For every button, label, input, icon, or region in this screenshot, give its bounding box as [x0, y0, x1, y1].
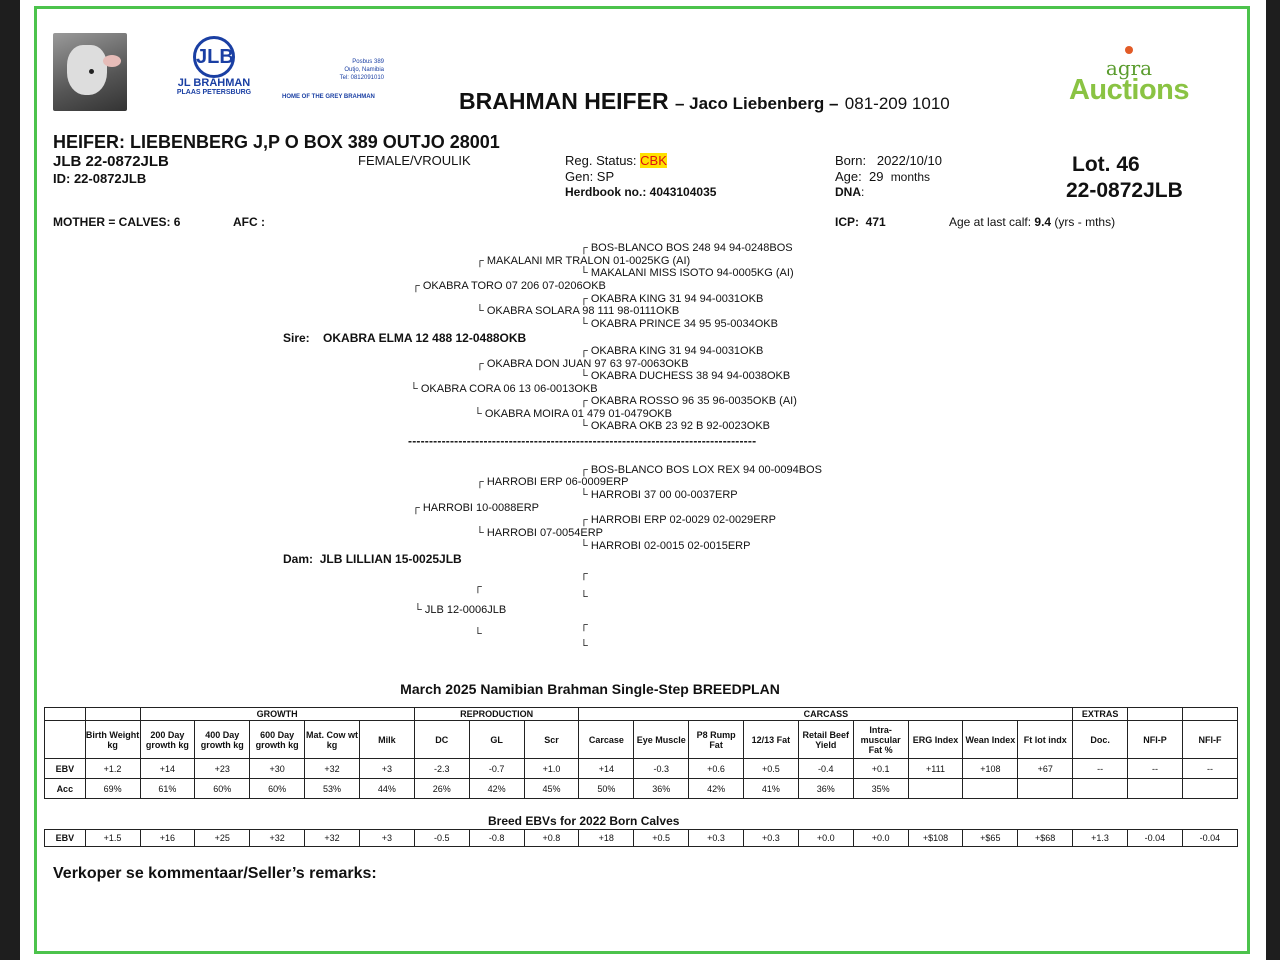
- breed-ebv-value: +0.0: [853, 830, 908, 847]
- icp-label: ICP:: [835, 215, 859, 229]
- column-header: Ft lot indx: [1018, 721, 1073, 759]
- agra-logo-word: agra: [1105, 56, 1153, 80]
- column-header: ERG Index: [908, 721, 963, 759]
- group-reproduction: REPRODUCTION: [414, 708, 579, 721]
- pedigree-entry: └: [474, 628, 482, 640]
- accuracy-value: 61%: [140, 779, 195, 799]
- lot-code: 22-0872JLB: [1066, 179, 1183, 202]
- born-value: 2022/10/10: [876, 153, 942, 168]
- dna: [835, 185, 864, 199]
- accuracy-value: [1182, 779, 1237, 799]
- ebv-value: -0.4: [798, 759, 853, 779]
- ebv-value: +23: [195, 759, 250, 779]
- pedigree-entry: └: [580, 640, 588, 652]
- ebv-value: +0.6: [689, 759, 744, 779]
- breed-ebv-table: [44, 829, 1238, 847]
- ebv-value: +32: [305, 759, 360, 779]
- pedigree-entry: └ OKABRA MOIRA 01 479 01-0479OKB: [474, 408, 672, 420]
- breed-ebv-value: -0.04: [1127, 830, 1182, 847]
- pedigree-entry: ┌ OKABRA ROSSO 96 35 96-0035OKB (AI): [580, 395, 797, 407]
- column-header: Scr: [524, 721, 579, 759]
- breed-ebv-value: +25: [195, 830, 250, 847]
- address-line: Tel: 0812091010: [339, 75, 384, 81]
- accuracy-value: 36%: [634, 779, 689, 799]
- pedigree-entry: └ OKABRA DUCHESS 38 94 94-0038OKB: [580, 370, 791, 382]
- breed-ebv-value: +0.0: [798, 830, 853, 847]
- column-header: Eye Muscle: [634, 721, 689, 759]
- pedigree-entry: ┌ BOS-BLANCO BOS 248 94 94-0248BOS: [580, 242, 793, 254]
- mother-calves: MOTHER = CALVES: 6: [53, 215, 181, 229]
- breed-ebv-value: +32: [305, 830, 360, 847]
- column-header: 600 Day growth kg: [250, 721, 305, 759]
- animal-sex: FEMALE/VROULIK: [358, 153, 471, 168]
- accuracy-value: 41%: [744, 779, 799, 799]
- accuracy-value: 42%: [689, 779, 744, 799]
- column-header: Milk: [359, 721, 414, 759]
- pedigree-entry: └ HARROBI 37 00 00-0037ERP: [580, 489, 738, 501]
- age-last-calf-label: Age at last calf:: [949, 215, 1032, 229]
- ebv-value: --: [1073, 759, 1128, 779]
- breed-ebv-value: +0.3: [743, 830, 798, 847]
- ebv-value: +111: [908, 759, 963, 779]
- group-cell-blank: [1128, 708, 1183, 721]
- accuracy-value: 35%: [853, 779, 908, 799]
- viewer-left-margin: [0, 0, 20, 960]
- accuracy-value: 60%: [250, 779, 305, 799]
- column-header: Retail Beef Yield: [798, 721, 853, 759]
- column-header: 12/13 Fat: [744, 721, 799, 759]
- ebv-value: +0.1: [853, 759, 908, 779]
- accuracy-value: [1073, 779, 1128, 799]
- ebv-value: -0.3: [634, 759, 689, 779]
- tagline: HOME OF THE GREY BRAHMAN: [282, 94, 375, 100]
- age: [835, 169, 930, 184]
- ebv-value: --: [1182, 759, 1237, 779]
- viewer-right-margin: [1266, 0, 1280, 960]
- pedigree-entry: ┌ OKABRA TORO 07 206 07-0206OKB: [412, 280, 606, 292]
- jlb-logo-mark: JLB: [193, 36, 235, 78]
- breed-ebv-value: +$65: [963, 830, 1018, 847]
- breed-ebv-value: +0.3: [689, 830, 744, 847]
- accuracy-value: 42%: [469, 779, 524, 799]
- column-header: NFI-P: [1128, 721, 1183, 759]
- column-header: Birth Weight kg: [85, 721, 140, 759]
- sire-label: Sire:: [283, 331, 310, 345]
- group-cell-blank: [1182, 708, 1237, 721]
- herdbook-value: 4043104035: [649, 185, 717, 199]
- pedigree-separator: -----------------------------------------------------------------------------------: [408, 434, 757, 448]
- accuracy-value: 45%: [524, 779, 579, 799]
- afc: AFC :: [233, 215, 265, 229]
- accuracy-value: 50%: [579, 779, 634, 799]
- age-value: 29: [868, 169, 884, 184]
- ebv-value: -0.7: [469, 759, 524, 779]
- breed-ebv-value: +1.5: [85, 830, 140, 847]
- pedigree-entry: ┌ OKABRA DON JUAN 97 63 97-0063OKB: [476, 358, 689, 370]
- brahman-cow-photo: [53, 33, 127, 111]
- ebv-value: +108: [963, 759, 1018, 779]
- breed-ebv-value: +32: [250, 830, 305, 847]
- seller-address: [336, 58, 384, 82]
- pedigree-entry: └ OKABRA OKB 23 92 B 92-0023OKB: [580, 420, 771, 432]
- group-carcass: CARCASS: [579, 708, 1073, 721]
- pedigree-entry: └ HARROBI 07-0054ERP: [476, 527, 604, 539]
- age-last-calf-value: 9.4: [1034, 215, 1052, 229]
- animal-code: JLB 22-0872JLB: [53, 153, 169, 170]
- accuracy-value: 69%: [85, 779, 140, 799]
- pedigree-entry: ┌ BOS-BLANCO BOS LOX REX 94 00-0094BOS: [580, 464, 822, 476]
- accuracy-value: 26%: [414, 779, 469, 799]
- address-line: Posbus 389: [352, 59, 384, 65]
- group-cell-blank: [45, 708, 86, 721]
- pedigree-entry: └ OKABRA PRINCE 34 95 95-0034OKB: [580, 318, 778, 330]
- group-cell-blank: [85, 708, 140, 721]
- herdbook: [565, 185, 716, 199]
- column-header: NFI-F: [1182, 721, 1237, 759]
- column-header: GL: [469, 721, 524, 759]
- dna-value: :: [861, 185, 865, 199]
- column-header-blank: [45, 721, 86, 759]
- pedigree-entry: └ OKABRA SOLARA 98 111 98-0111OKB: [476, 305, 680, 317]
- breedplan-table: [44, 707, 1238, 799]
- icp-value: 471: [865, 215, 886, 229]
- page-title: [459, 88, 950, 115]
- pedigree-entry: ┌ OKABRA KING 31 94 94-0031OKB: [580, 293, 764, 305]
- pedigree-entry: └ MAKALANI MISS ISOTO 94-0005KG (AI): [580, 267, 794, 279]
- agra-auctions-logo: [1048, 46, 1210, 104]
- icp: [835, 215, 886, 229]
- group-extras: EXTRAS: [1073, 708, 1128, 721]
- column-header-row: [45, 721, 1238, 759]
- row-label: Acc: [45, 779, 86, 799]
- pedigree-entry: ┌ OKABRA KING 31 94 94-0031OKB: [580, 345, 764, 357]
- pedigree-entry: └ JLB 12-0006JLB: [414, 604, 507, 616]
- agra-person-icon: [1121, 46, 1137, 60]
- lot-number: Lot. 46: [1072, 153, 1140, 176]
- document-page: [20, 0, 1266, 960]
- jlb-logo-name: JL BRAHMAN: [177, 77, 251, 89]
- ebv-value: +67: [1018, 759, 1073, 779]
- breed-ebv-value: +16: [140, 830, 195, 847]
- ebv-value: +1.2: [85, 759, 140, 779]
- pedigree-entry: └ HARROBI 02-0015 02-0015ERP: [580, 540, 751, 552]
- pedigree-entry: ┌: [580, 619, 588, 631]
- pedigree-entry: ┌ HARROBI ERP 06-0009ERP: [476, 476, 629, 488]
- born-label: Born:: [835, 153, 867, 168]
- column-header: Mat. Cow wt kg: [305, 721, 360, 759]
- breed-ebv-row: [45, 830, 1238, 847]
- pedigree-entry: ┌: [580, 568, 588, 580]
- ebv-value: +3: [359, 759, 414, 779]
- group-header-row: [45, 708, 1238, 721]
- column-header: Wean Index: [963, 721, 1018, 759]
- breedplan-title: March 2025 Namibian Brahman Single-Step BREEDPLAN: [400, 681, 780, 697]
- sire-name: OKABRA ELMA 12 488 12-0488OKB: [323, 331, 527, 345]
- sire: [283, 331, 526, 345]
- title-phone: 081-209 1010: [844, 94, 950, 113]
- reg-status: [565, 153, 667, 168]
- ebv-row: [45, 759, 1238, 779]
- seller-remarks-label: Verkoper se kommentaar/Seller’s remarks:: [53, 865, 377, 882]
- column-header: Intra- muscular Fat %: [853, 721, 908, 759]
- breed-ebv-value: +3: [359, 830, 414, 847]
- breed-ebv-value: +18: [579, 830, 634, 847]
- breed-ebv-value: +$108: [908, 830, 963, 847]
- born: [835, 153, 942, 168]
- reg-status-label: Reg. Status:: [565, 153, 641, 168]
- age-last-calf-unit: (yrs - mths): [1054, 215, 1116, 229]
- ebv-value: +30: [250, 759, 305, 779]
- accuracy-value: 36%: [798, 779, 853, 799]
- jlb-logo-sub: PLAAS PETERSBURG: [176, 89, 252, 96]
- dam-name: JLB LILLIAN 15-0025JLB: [319, 552, 462, 566]
- breed-ebv-title: Breed EBVs for 2022 Born Calves: [488, 814, 680, 828]
- dam: [283, 552, 462, 566]
- breed-ebv-value: -0.5: [414, 830, 469, 847]
- column-header: Carcase: [579, 721, 634, 759]
- accuracy-value: [908, 779, 963, 799]
- heifer-owner-line: HEIFER: LIEBENBERG J,P O BOX 389 OUTJO 28001: [53, 132, 500, 152]
- agra-logo-auctions: Auctions: [1068, 74, 1190, 106]
- pedigree-entry: ┌ HARROBI ERP 02-0029 02-0029ERP: [580, 514, 776, 526]
- breed-ebv-value: +0.5: [634, 830, 689, 847]
- age-last-calf: [949, 215, 1115, 229]
- dam-label: Dam:: [283, 552, 314, 566]
- accuracy-value: [1128, 779, 1183, 799]
- row-label: EBV: [45, 830, 86, 847]
- accuracy-row: [45, 779, 1238, 799]
- accuracy-value: 44%: [359, 779, 414, 799]
- ebv-value: +1.0: [524, 759, 579, 779]
- reg-status-value: CBK: [640, 153, 667, 168]
- breed-ebv-value: -0.04: [1182, 830, 1237, 847]
- ebv-value: -2.3: [414, 759, 469, 779]
- group-growth: GROWTH: [140, 708, 414, 721]
- column-header: 400 Day growth kg: [195, 721, 250, 759]
- breed-ebv-value: +1.3: [1073, 830, 1128, 847]
- age-label: Age:: [835, 169, 862, 184]
- column-header: DC: [414, 721, 469, 759]
- age-unit: months: [890, 170, 931, 184]
- accuracy-value: 60%: [195, 779, 250, 799]
- ebv-value: +0.5: [744, 759, 799, 779]
- column-header: Doc.: [1073, 721, 1128, 759]
- herdbook-label: Herdbook no.:: [565, 185, 647, 199]
- accuracy-value: [1018, 779, 1073, 799]
- breed-ebv-value: +0.8: [524, 830, 579, 847]
- column-header: 200 Day growth kg: [140, 721, 195, 759]
- title-main: BRAHMAN HEIFER: [459, 88, 669, 114]
- title-seller: – Jaco Liebenberg –: [674, 94, 839, 113]
- column-header: P8 Rump Fat: [689, 721, 744, 759]
- pedigree-entry: └ OKABRA CORA 06 13 06-0013OKB: [410, 383, 598, 395]
- pedigree-entry: ┌ HARROBI 10-0088ERP: [412, 502, 540, 514]
- dna-label: DNA: [835, 185, 861, 199]
- gen: Gen: SP: [565, 169, 615, 184]
- ebv-value: +14: [579, 759, 634, 779]
- pedigree-entry: ┌: [474, 581, 482, 593]
- accuracy-value: 53%: [305, 779, 360, 799]
- row-label: EBV: [45, 759, 86, 779]
- ebv-value: +14: [140, 759, 195, 779]
- pedigree-entry: ┌ MAKALANI MR TRALON 01-0025KG (AI): [476, 255, 691, 267]
- breed-ebv-value: -0.8: [469, 830, 524, 847]
- ebv-value: --: [1128, 759, 1183, 779]
- accuracy-value: [963, 779, 1018, 799]
- address-line: Outjo, Namibia: [344, 67, 384, 73]
- breed-ebv-value: +$68: [1018, 830, 1073, 847]
- pedigree-entry: └: [580, 591, 588, 603]
- jlb-brahman-logo: [166, 36, 262, 100]
- animal-id: ID: 22-0872JLB: [53, 171, 147, 186]
